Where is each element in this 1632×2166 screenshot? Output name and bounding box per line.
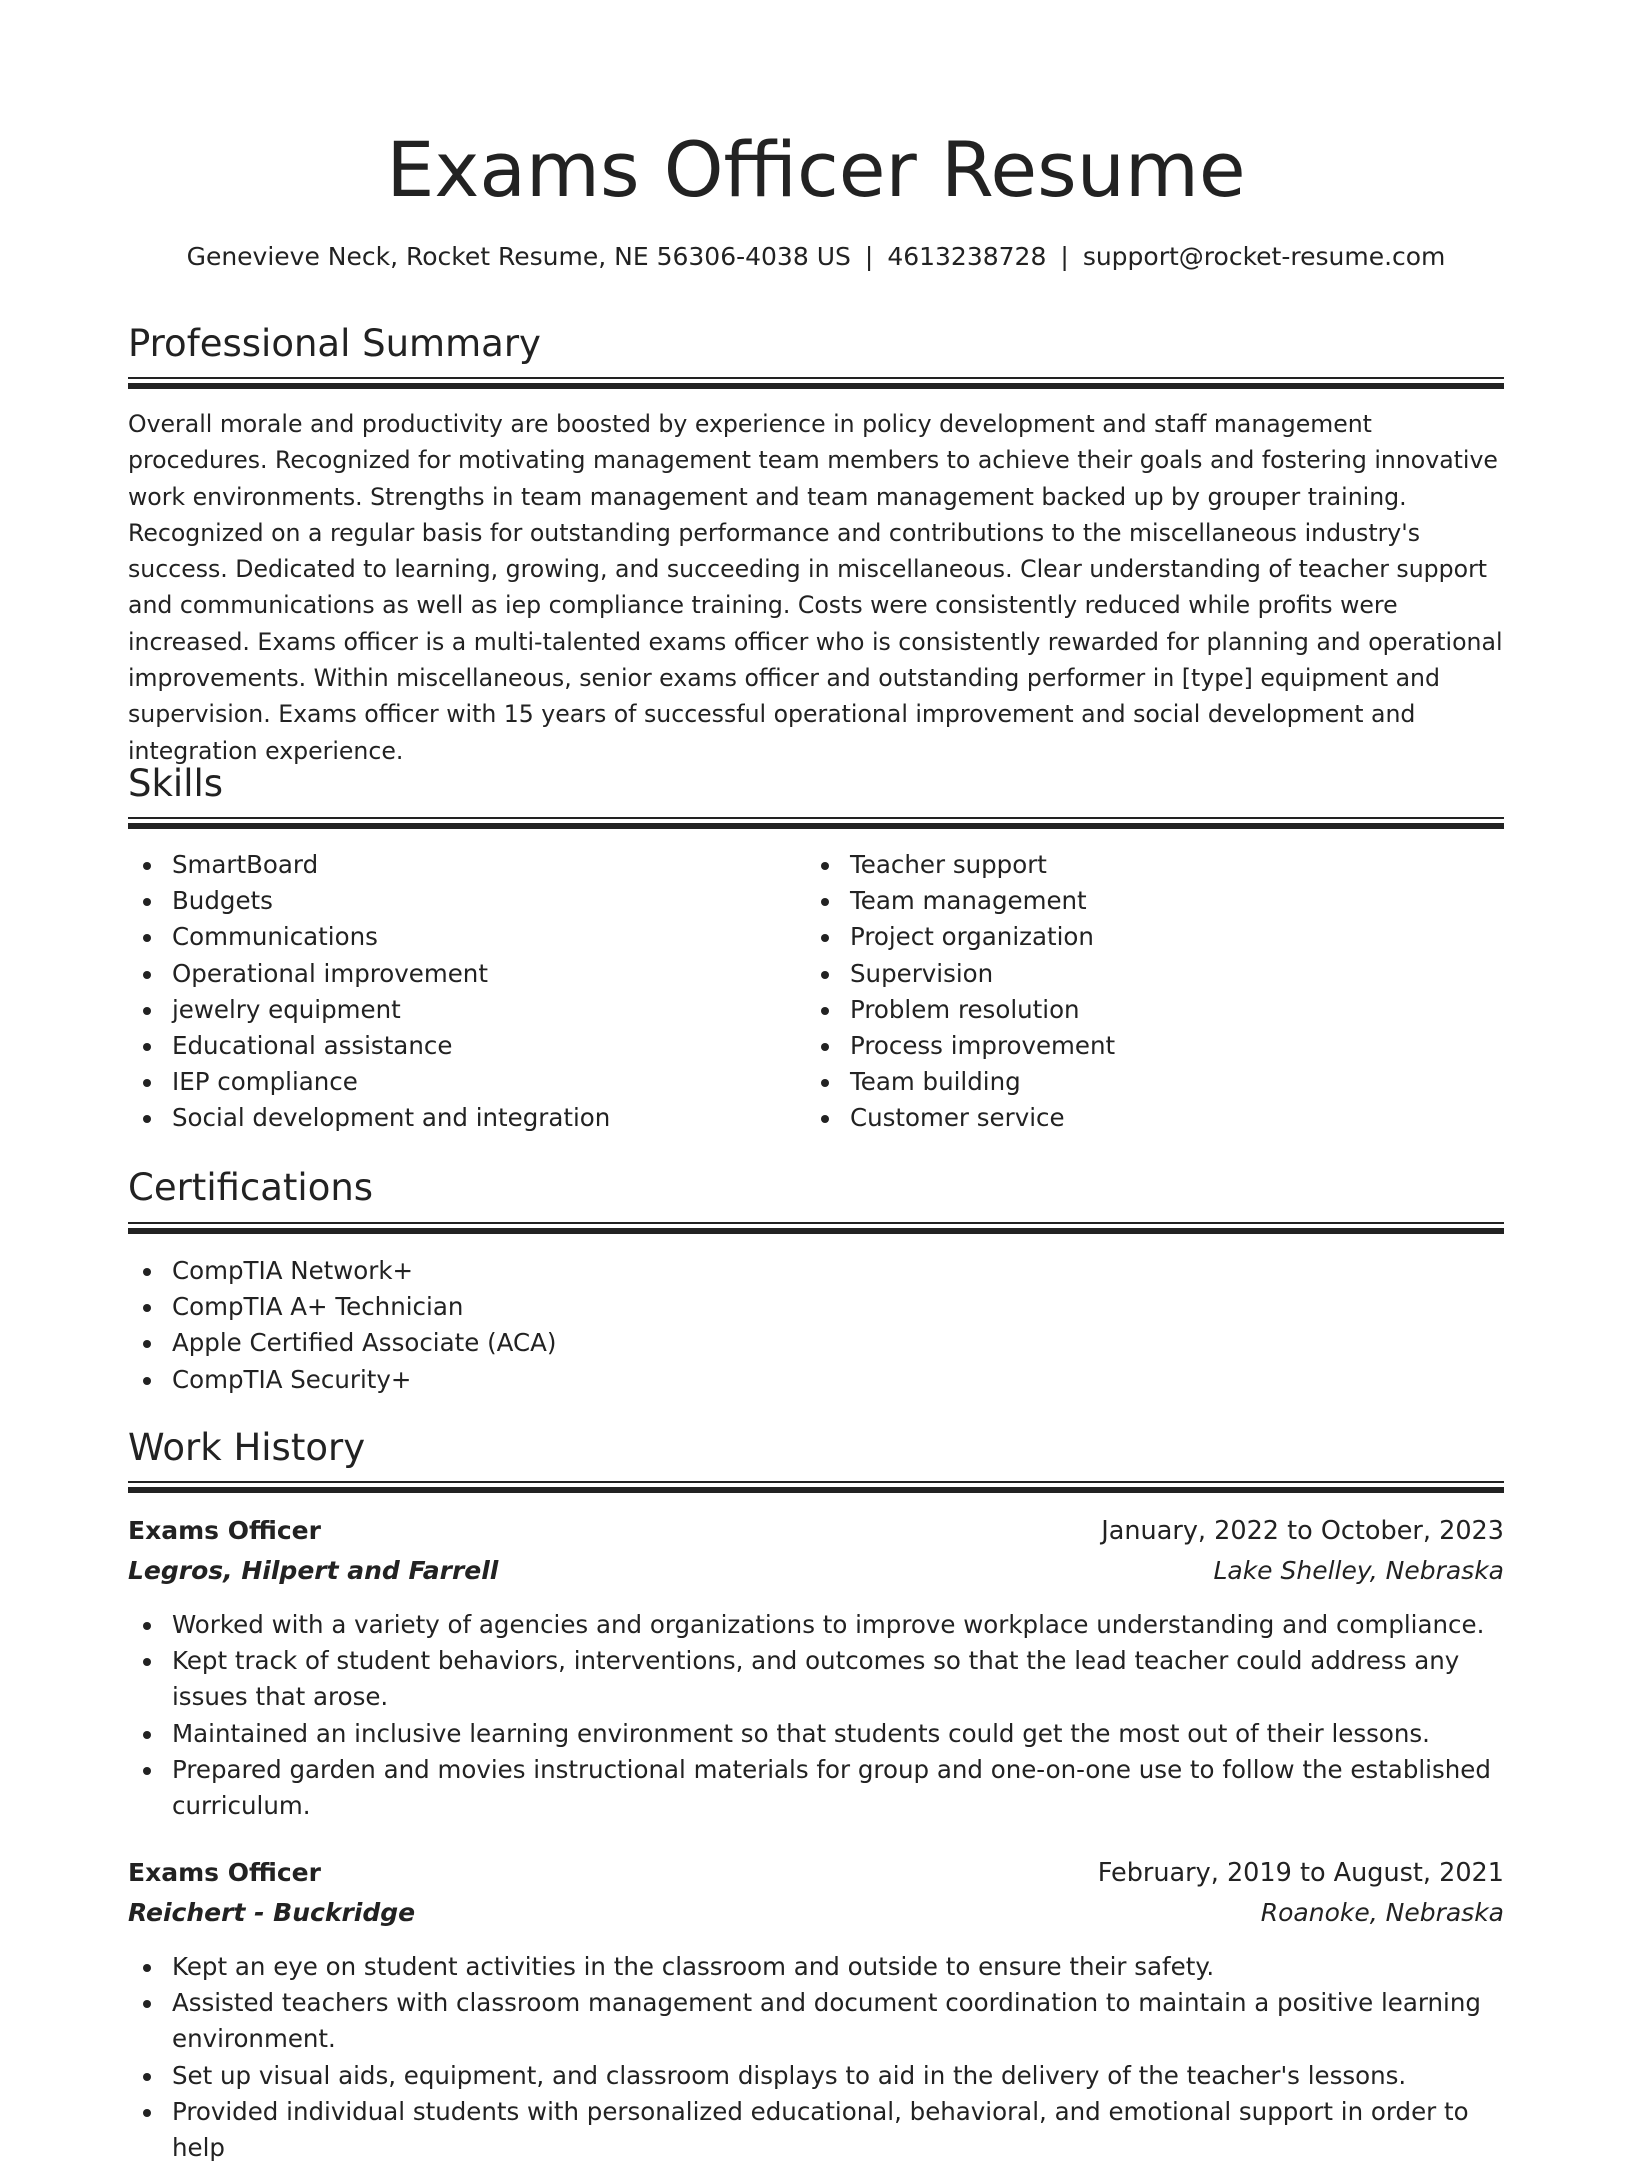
skill-item: IEP compliance — [128, 1064, 788, 1100]
contact-separator: | — [1060, 242, 1069, 271]
job-bullets — [128, 1949, 1504, 2166]
skill-item: Supervision — [806, 956, 1486, 992]
skill-item: Project organization — [806, 919, 1486, 955]
job-company: Reichert - Buckridge — [128, 1898, 416, 1927]
skill-item: Problem resolution — [806, 992, 1486, 1028]
contact-separator: | — [864, 242, 874, 271]
skills-list-right — [806, 847, 1486, 1137]
job-location: Lake Shelley, Nebraska — [1213, 1556, 1504, 1585]
job-bullet: Kept track of student behaviors, interventions, and outcomes so that the lead teacher could address any issues that arose. — [128, 1643, 1504, 1715]
job-header — [128, 1855, 1504, 1895]
job-subheader — [128, 1895, 1504, 1935]
job-company: Legros, Hilpert and Farrell — [128, 1556, 499, 1585]
job-title: Exams Officer — [128, 1858, 321, 1887]
certification-item: CompTIA A+ Technician — [128, 1289, 1504, 1325]
certifications-heading: Certifications — [128, 1166, 374, 1209]
job-header — [128, 1513, 1504, 1553]
job-bullet: Maintained an inclusive learning environment so that students could get the most out of their lessons. — [128, 1716, 1504, 1752]
work-history-heading: Work History — [128, 1426, 366, 1469]
certification-item: Apple Certified Associate (ACA) — [128, 1325, 1504, 1361]
skills-heading: Skills — [128, 762, 224, 805]
section-divider — [128, 1222, 1504, 1234]
contact-line — [128, 240, 1504, 274]
skill-item: jewelry equipment — [128, 992, 788, 1028]
skill-item: Operational improvement — [128, 956, 788, 992]
job-bullet: Assisted teachers with classroom management and document coordination to maintain a positive learning environment. — [128, 1985, 1504, 2057]
skill-item: Social development and integration — [128, 1100, 788, 1136]
skill-item: SmartBoard — [128, 847, 788, 883]
contact-email: support@rocket-resume.com — [1082, 242, 1446, 271]
skill-item: Process improvement — [806, 1028, 1486, 1064]
resume-title: Exams Officer Resume — [386, 125, 1246, 214]
contact-phone: 4613238728 — [887, 242, 1047, 271]
section-divider — [128, 377, 1504, 389]
job-entry — [128, 1513, 1504, 1824]
job-bullet: Provided individual students with personalized educational, behavioral, and emotional support in order to help — [128, 2094, 1504, 2166]
job-location: Roanoke, Nebraska — [1260, 1898, 1504, 1927]
contact-address: Genevieve Neck, Rocket Resume, NE 56306-4038 US — [186, 242, 851, 271]
skill-item: Budgets — [128, 883, 788, 919]
certifications-list — [128, 1253, 1504, 1398]
skill-item: Communications — [128, 919, 788, 955]
certification-item: CompTIA Network+ — [128, 1253, 1504, 1289]
job-bullets — [128, 1607, 1504, 1824]
skill-item: Customer service — [806, 1100, 1486, 1136]
job-dates: January, 2022 to October, 2023 — [1101, 1516, 1504, 1546]
job-dates: February, 2019 to August, 2021 — [1097, 1858, 1504, 1888]
skill-item: Educational assistance — [128, 1028, 788, 1064]
job-bullet: Set up visual aids, equipment, and classroom displays to aid in the delivery of the teacher's lessons. — [128, 2058, 1504, 2094]
job-bullet: Worked with a variety of agencies and organizations to improve workplace understanding and compliance. — [128, 1607, 1504, 1643]
job-entry — [128, 1855, 1504, 2166]
certification-item: CompTIA Security+ — [128, 1362, 1504, 1398]
summary-text: Overall morale and productivity are boosted by experience in policy development and staff management procedures. Recognized for motivating management team members to achieve their goals and fostering innovative work environments. Strengths in team management and team management backed up by grouper training. Recognized on a regular basis for outstanding performance and contributions to the miscellaneous industry's success. Dedicated to learning, growing, and succeeding in miscellaneous. Clear understanding of teacher support and communications as well as iep compliance training. Costs were consistently reduced while profits were increased. Exams officer is a multi-talented exams officer who is consistently rewarded for planning and operational improvements. Within miscellaneous, senior exams officer and outstanding performer in [type] equipment and supervision. Exams officer with 15 years of successful operational improvement and social development and integration experience. — [128, 410, 1503, 765]
skill-item: Team building — [806, 1064, 1486, 1100]
skill-item: Team management — [806, 883, 1486, 919]
skills-list-left — [128, 847, 788, 1137]
job-bullet: Kept an eye on student activities in the classroom and outside to ensure their safety. — [128, 1949, 1504, 1985]
section-divider — [128, 1481, 1504, 1493]
section-divider — [128, 817, 1504, 829]
job-bullet: Prepared garden and movies instructional materials for group and one-on-one use to follow the established curriculum. — [128, 1752, 1504, 1824]
job-subheader — [128, 1553, 1504, 1593]
job-title: Exams Officer — [128, 1516, 321, 1545]
skill-item: Teacher support — [806, 847, 1486, 883]
summary-heading: Professional Summary — [128, 322, 541, 365]
